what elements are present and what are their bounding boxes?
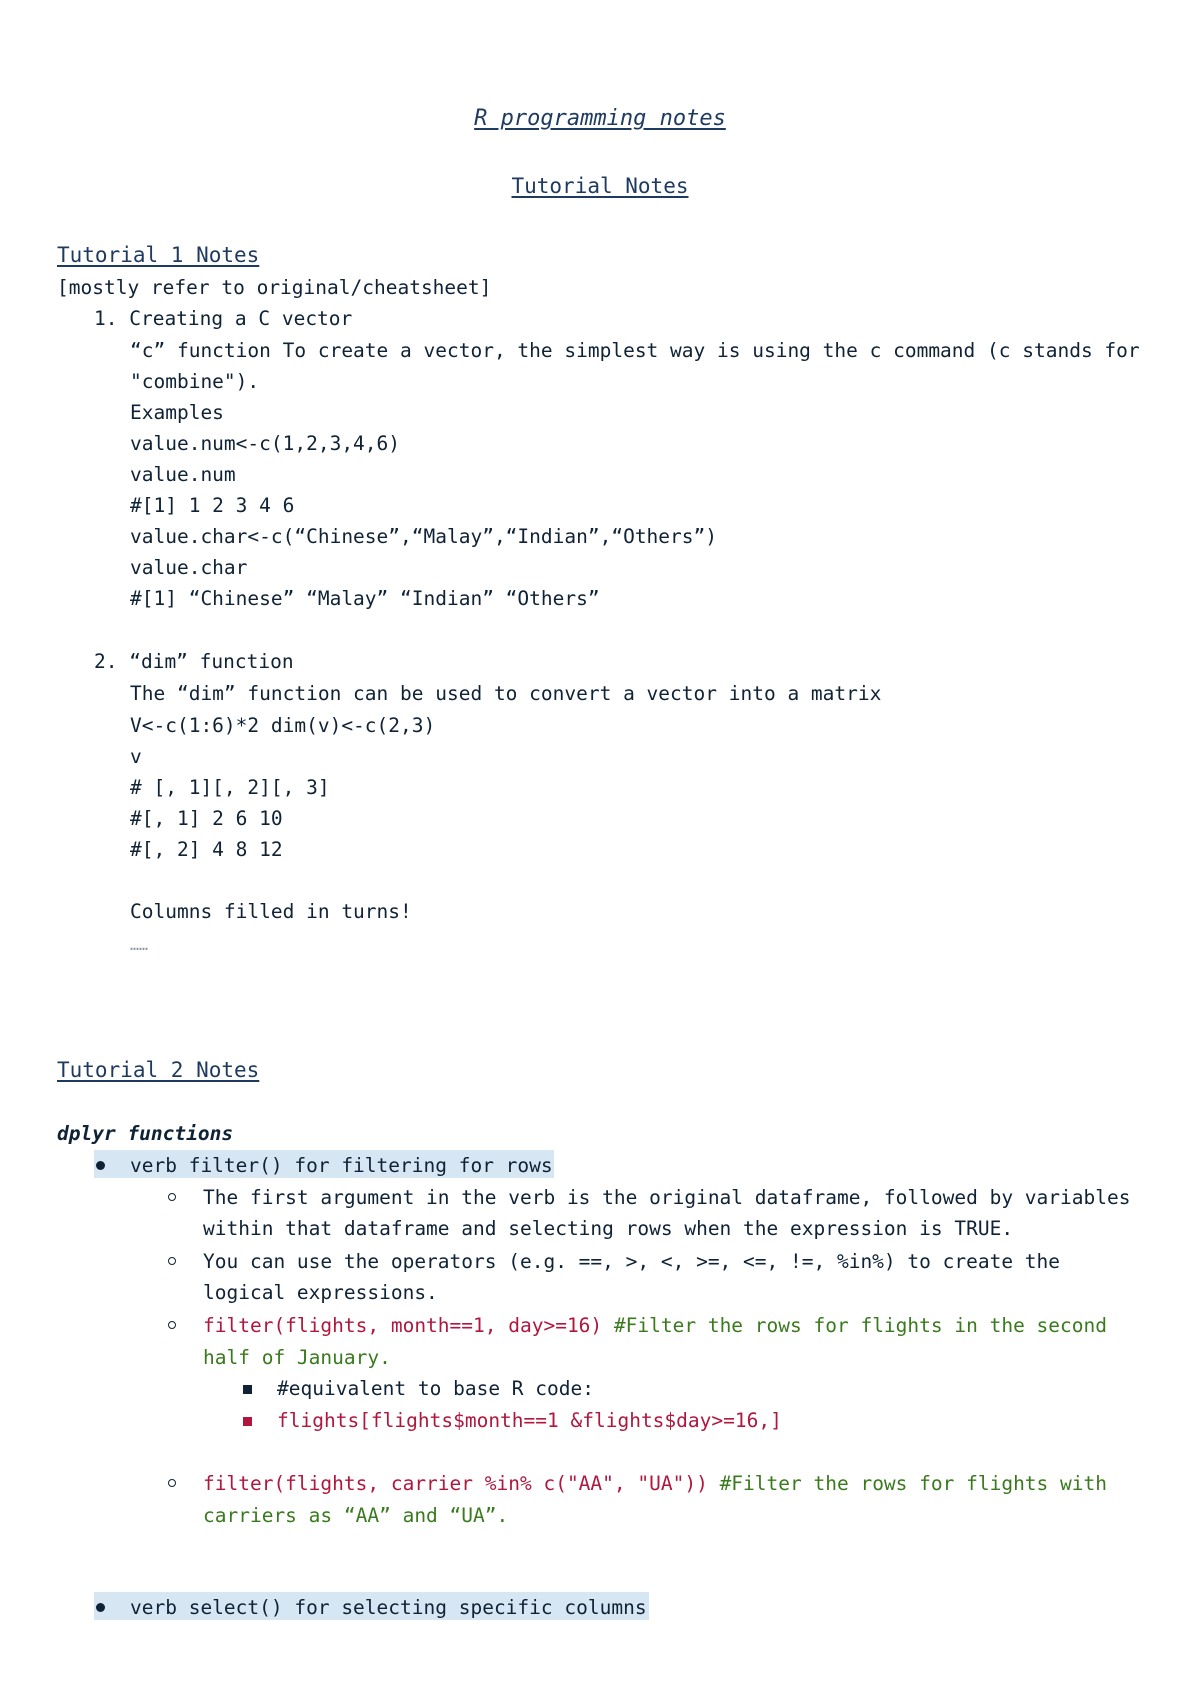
filter-example-2-line1 <box>203 1474 1107 1494</box>
bullet-circle-icon <box>168 1193 176 1201</box>
page-title: R programming notes <box>474 106 726 131</box>
filter-example-1-line1 <box>203 1316 1107 1336</box>
tutorial-1-heading: Tutorial 1 Notes <box>57 243 260 267</box>
item-1-line: #[1] “Chinese” “Malay” “Indian” “Others” <box>130 587 600 610</box>
filter-sub2-line1: You can use the operators (e.g. ==, >, <, >=, <=, !=, %in%) to create the <box>203 1250 1061 1273</box>
bullet-square-icon <box>243 1385 252 1394</box>
item-2-label: 2. “dim” function <box>94 650 294 673</box>
bullet-square-icon <box>243 1417 252 1426</box>
item-1-desc-line2: "combine"). <box>130 370 260 393</box>
filter-example-1-code: filter(flights, month==1, day>=16) <box>203 1314 603 1337</box>
item-2-line: # [, 1][, 2][, 3] <box>130 776 330 799</box>
filter-example-1-sub2: flights[flights$month==1 &flights$day>=16,] <box>277 1409 782 1432</box>
item-2-line: V<-c(1:6)*2 dim(v)<-c(2,3) <box>130 714 436 737</box>
item-2-ellipsis: …… <box>130 936 149 954</box>
item-1-desc-line1: “c” function To create a vector, the simplest way is using the c command (c stands for <box>130 339 1140 362</box>
select-verb-label: verb select() for selecting specific columns <box>130 1596 647 1619</box>
item-1-line: value.num<-c(1,2,3,4,6) <box>130 432 401 455</box>
bullet-circle-icon <box>168 1321 176 1329</box>
item-1-line: #[1] 1 2 3 4 6 <box>130 494 295 517</box>
filter-example-2-comment: #Filter the rows for flights with <box>707 1472 1107 1495</box>
filter-example-2-code: filter(flights, carrier %in% c("AA", "UA")) <box>203 1472 708 1495</box>
filter-example-1-comment: #Filter the rows for flights in the second <box>602 1314 1107 1337</box>
filter-verb-label: verb filter() for filtering for rows <box>130 1154 553 1177</box>
bullet-disc-icon <box>96 1603 105 1612</box>
item-2-line: #[, 2] 4 8 12 <box>130 838 283 861</box>
item-2-note: Columns filled in turns! <box>130 900 412 923</box>
dplyr-subheading: dplyr functions <box>57 1122 234 1145</box>
item-1-line: value.num <box>130 463 236 486</box>
tutorial-2-heading: Tutorial 2 Notes <box>57 1058 260 1082</box>
page-subtitle: Tutorial Notes <box>511 174 689 198</box>
filter-sub1-line2: within that dataframe and selecting rows when the expression is TRUE. <box>203 1217 1014 1240</box>
filter-example-2-comment-line2: carriers as “AA” and “UA”. <box>203 1504 509 1527</box>
filter-sub1-line1: The first argument in the verb is the original dataframe, followed by variables <box>203 1186 1131 1209</box>
item-2-line: The “dim” function can be used to convert a vector into a matrix <box>130 682 882 705</box>
filter-example-1-comment-line2: half of January. <box>203 1346 391 1369</box>
bullet-disc-icon <box>96 1161 105 1170</box>
item-2-line: #[, 1] 2 6 10 <box>130 807 283 830</box>
item-1-line: value.char <box>130 556 248 579</box>
bullet-circle-icon <box>168 1479 176 1487</box>
filter-sub2-line2: logical expressions. <box>203 1281 438 1304</box>
item-2-line: v <box>130 745 142 768</box>
item-1-line: Examples <box>130 401 224 424</box>
item-1-line: value.char<-c(“Chinese”,“Malay”,“Indian”,“Others”) <box>130 525 717 548</box>
bullet-circle-icon <box>168 1257 176 1265</box>
tutorial-1-intro: [mostly refer to original/cheatsheet] <box>57 276 492 299</box>
item-1-label: 1. Creating a C vector <box>94 307 353 330</box>
filter-example-1-sub1: #equivalent to base R code: <box>277 1377 594 1400</box>
